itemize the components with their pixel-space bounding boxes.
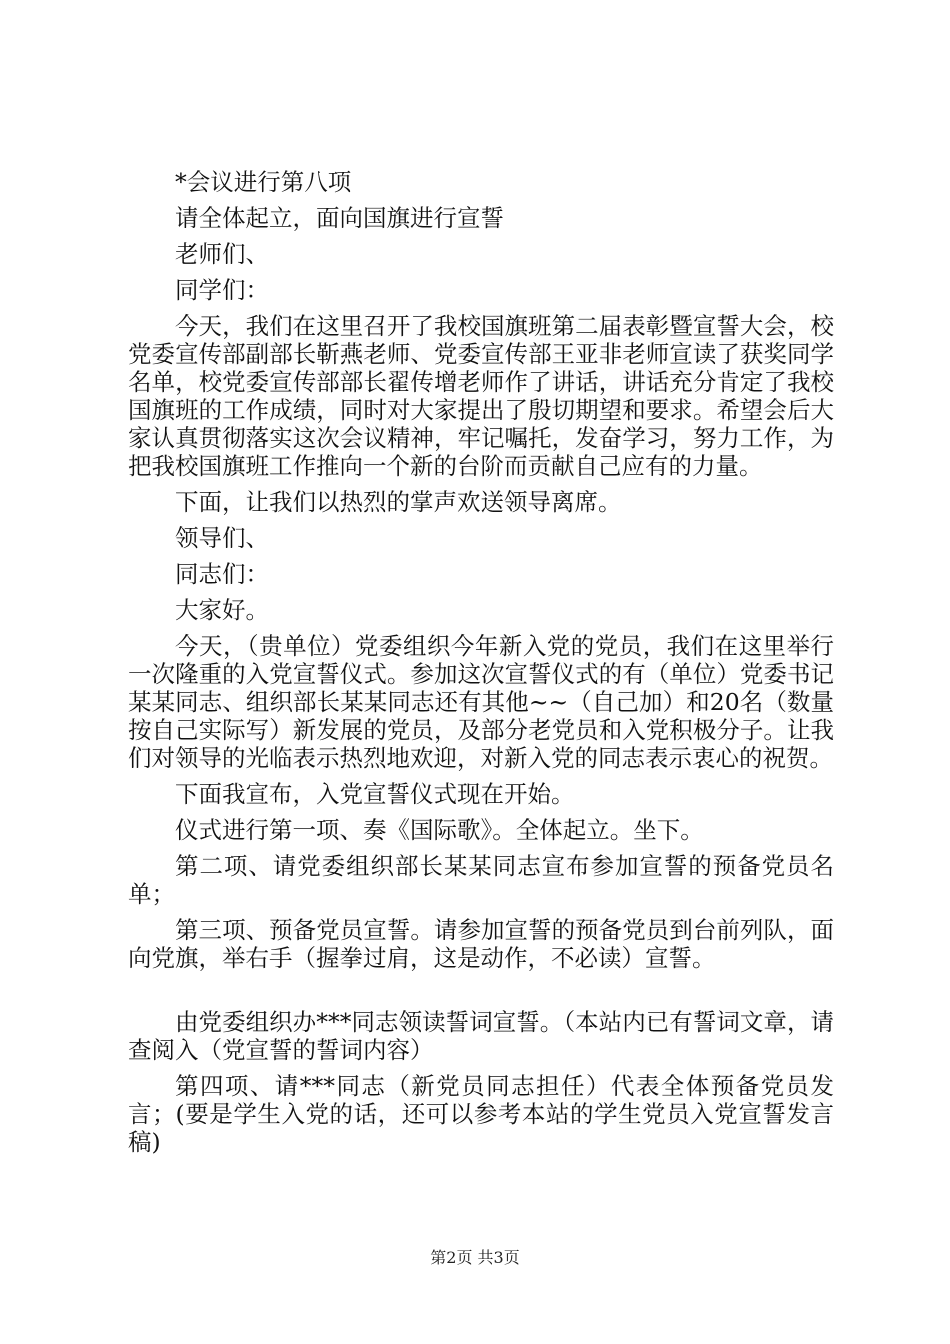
paragraph-oath-leading: 由党委组织办***同志领读誓词宣誓。（本站内已有誓词文章，请查阅入（党宣誓的誓词内容） bbox=[128, 1008, 834, 1064]
salutation-students: 同学们： bbox=[175, 276, 269, 304]
salutation-teachers: 老师们、 bbox=[175, 240, 269, 268]
agenda-item-three: 第三项、预备党员宣誓。请参加宣誓的预备党员到台前列队，面向党旗，举右手（握拳过肩，这是动作，不必读）宣誓。 bbox=[128, 916, 834, 972]
agenda-item-one: 仪式进行第一项、奏《国际歌》。全体起立。坐下。 bbox=[175, 816, 704, 844]
salutation-comrades: 同志们： bbox=[175, 560, 269, 588]
agenda-item-four: 第四项、请***同志（新党员同志担任）代表全体预备党员发言；(要是学生入党的话，还可以参考本站的学生党员入党宣誓发言稿) bbox=[128, 1072, 834, 1156]
agenda-item-eight: *会议进行第八项 bbox=[175, 168, 352, 196]
greeting: 大家好。 bbox=[175, 596, 269, 624]
page-number-footer: 第2页 共3页 bbox=[430, 1248, 520, 1267]
paragraph-oath-ceremony-intro: 今天，（贵单位）党委组织今年新入党的党员，我们在这里举行一次隆重的入党宣誓仪式。参加这次宣誓仪式的有（单位）党委书记某某同志、组织部长某某同志还有其他~~（自己加）和20名（数量按自己实际写）新发展的党员，及部分老党员和入党积极分子。让我们对领导的光临表示热烈地欢迎，对新入党的同志表示衷心的祝贺。 bbox=[128, 632, 834, 772]
paragraph-ceremony-start: 下面我宣布，入党宣誓仪式现在开始。 bbox=[175, 780, 575, 808]
paragraph-farewell-leaders: 下面，让我们以热烈的掌声欢送领导离席。 bbox=[175, 488, 622, 516]
document-body bbox=[128, 168, 834, 1164]
salutation-leaders: 领导们、 bbox=[175, 524, 269, 552]
paragraph-flag-team-meeting: 今天，我们在这里召开了我校国旗班第二届表彰暨宣誓大会，校党委宣传部副部长靳燕老师、党委宣传部王亚非老师宣读了获奖同学名单，校党委宣传部部长翟传增老师作了讲话，讲话充分肯定了我校国旗班的工作成绩，同时对大家提出了殷切期望和要求。希望会后大家认真贯彻落实这次会议精神，牢记嘱托，发奋学习，努力工作，为把我校国旗班工作推向一个新的台阶而贡献自己应有的力量。 bbox=[128, 312, 834, 480]
stand-instruction: 请全体起立，面向国旗进行宣誓 bbox=[175, 204, 504, 232]
agenda-item-two: 第二项、请党委组织部长某某同志宣布参加宣誓的预备党员名单； bbox=[128, 852, 834, 908]
